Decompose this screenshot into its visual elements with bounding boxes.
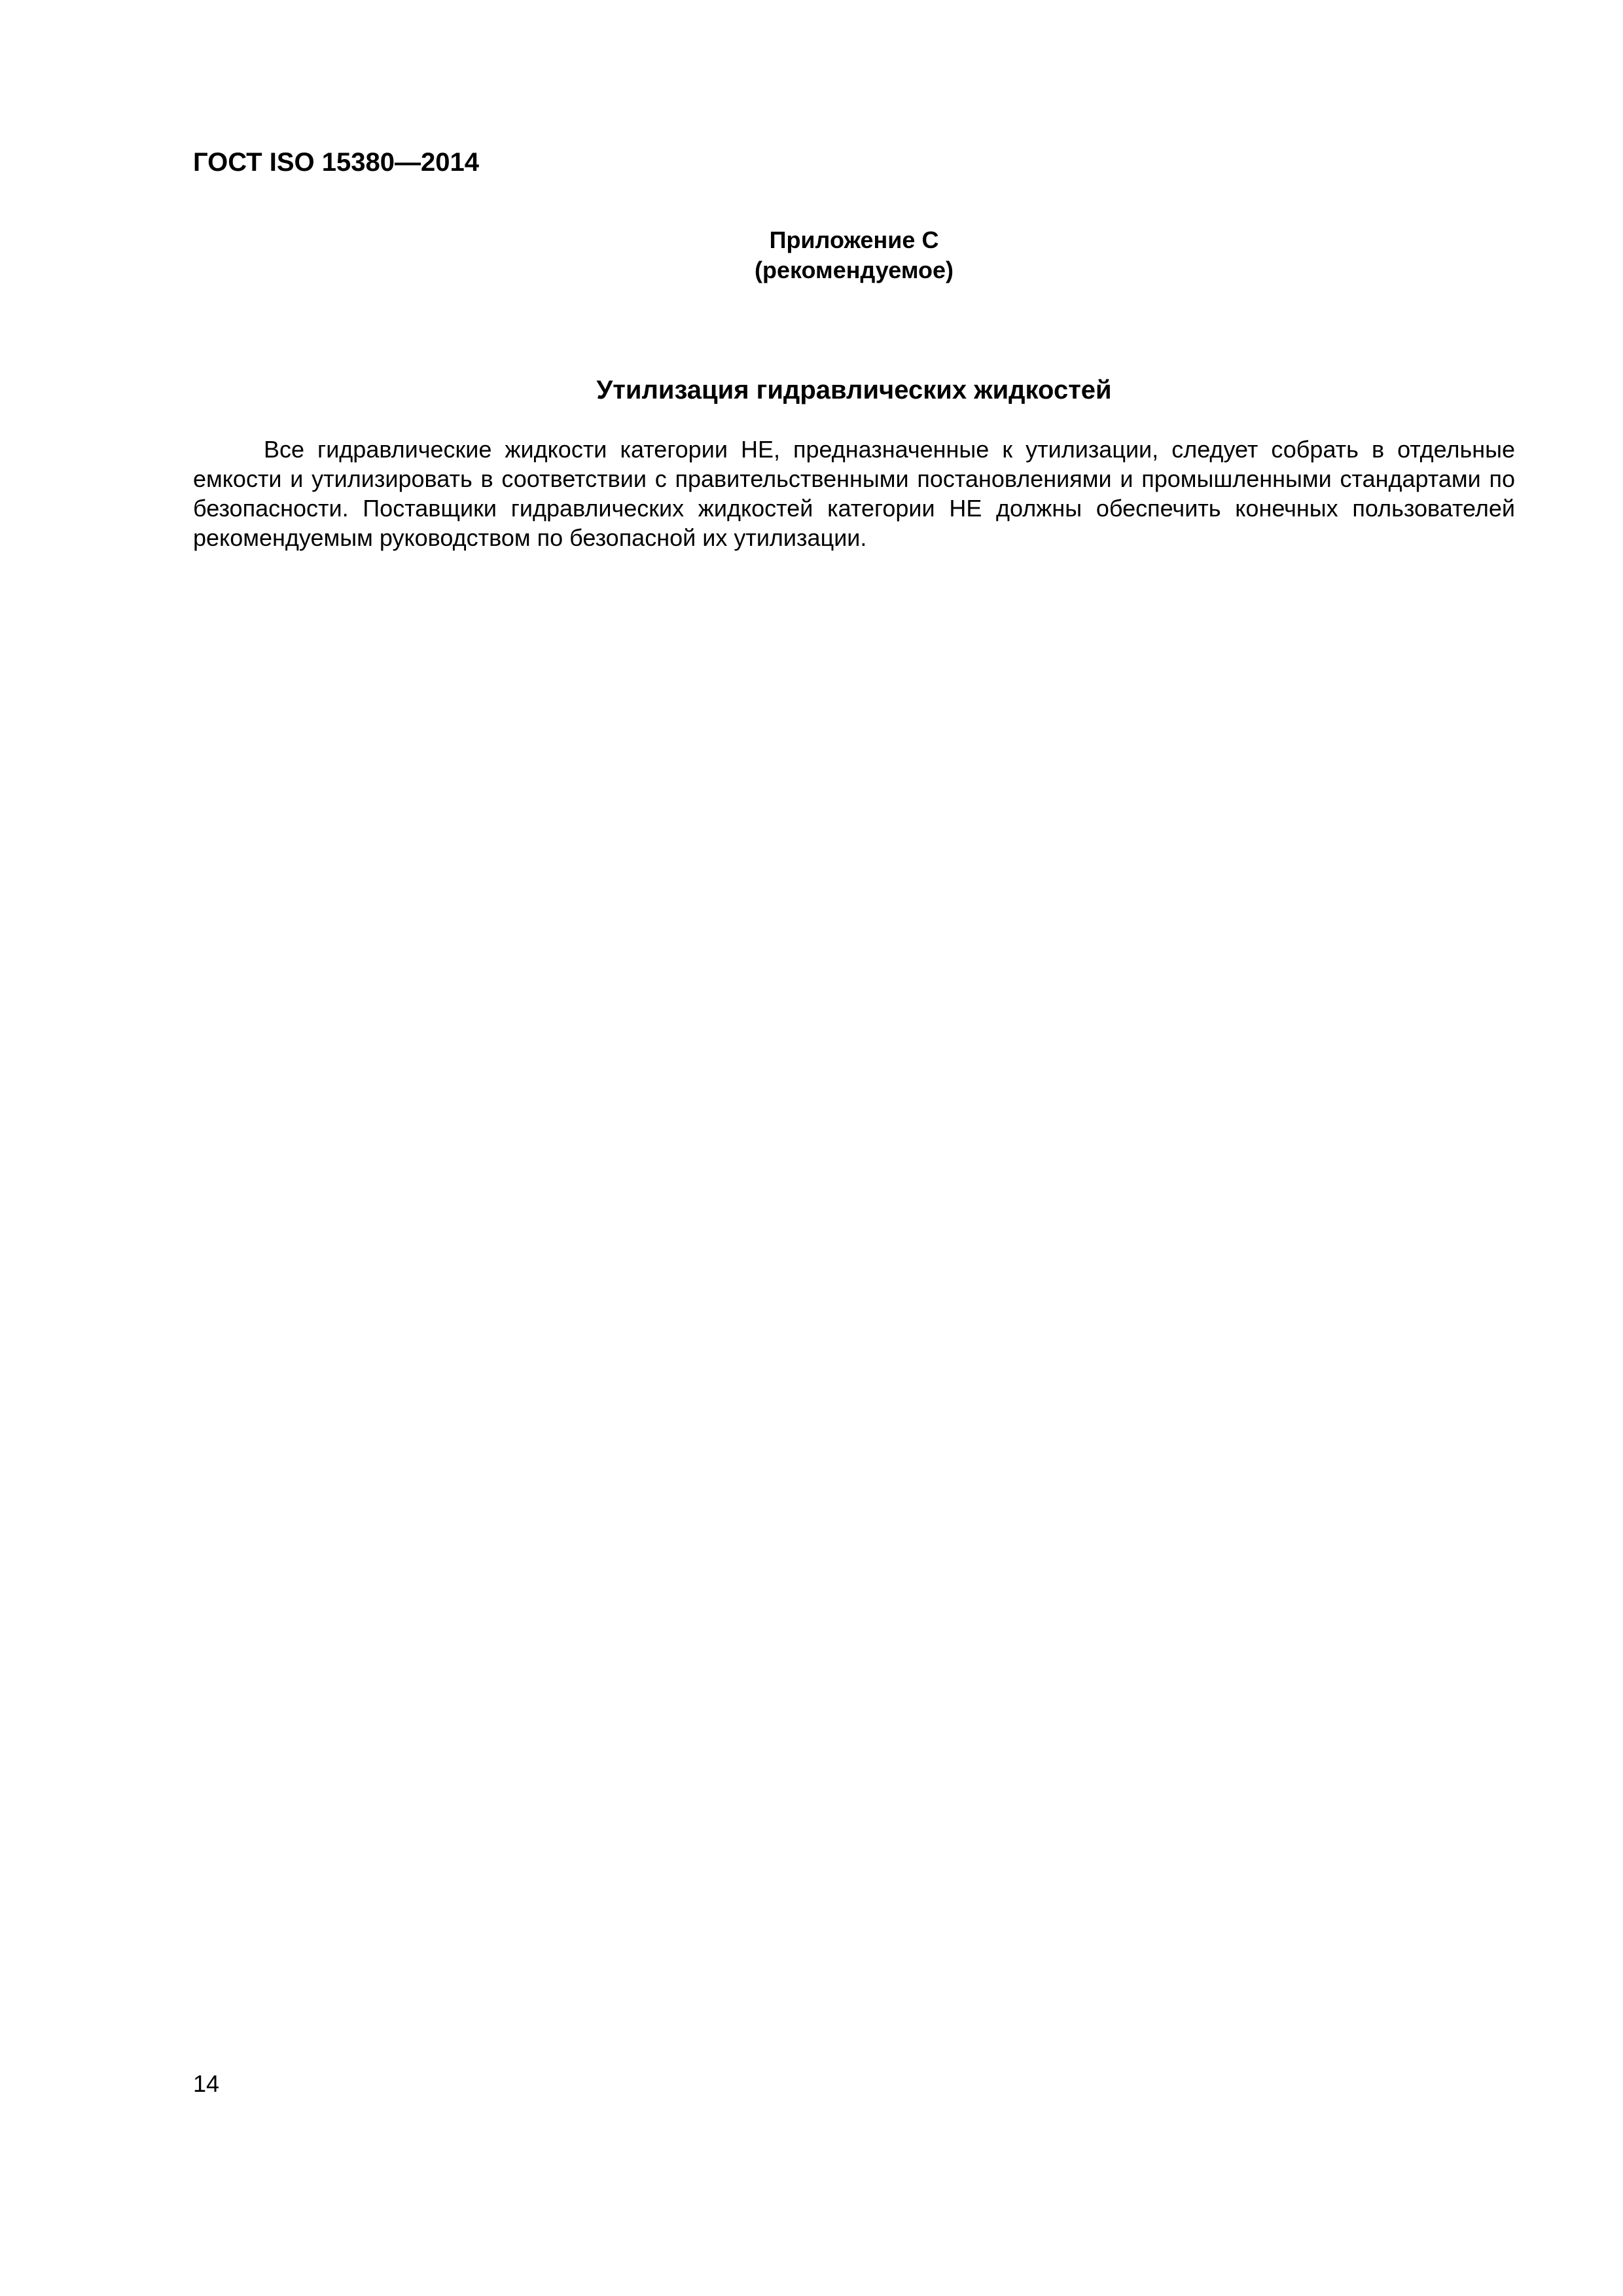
annex-title: Приложение С	[769, 226, 939, 253]
page-number: 14	[193, 2070, 220, 2097]
annex-status: (рекомендуемое)	[755, 257, 954, 283]
body-paragraph: Все гидравлические жидкости категории HE, предназначенные к утилизации, следует собрать в отдельные емкости и утилизировать в соответствии с правительственными постановлениями и промышленными стандартами по безопасности. Поставщики гидравлических жидкостей категории HE должны обеспечить конечных пользователей рекомендуемым руководством по безопасной их утилизации.	[193, 436, 1515, 551]
section-title: Утилизация гидравлических жидкостей	[596, 376, 1112, 404]
standard-code: ГОСТ ISO 15380—2014	[193, 148, 479, 177]
annex-heading	[363, 225, 1345, 285]
